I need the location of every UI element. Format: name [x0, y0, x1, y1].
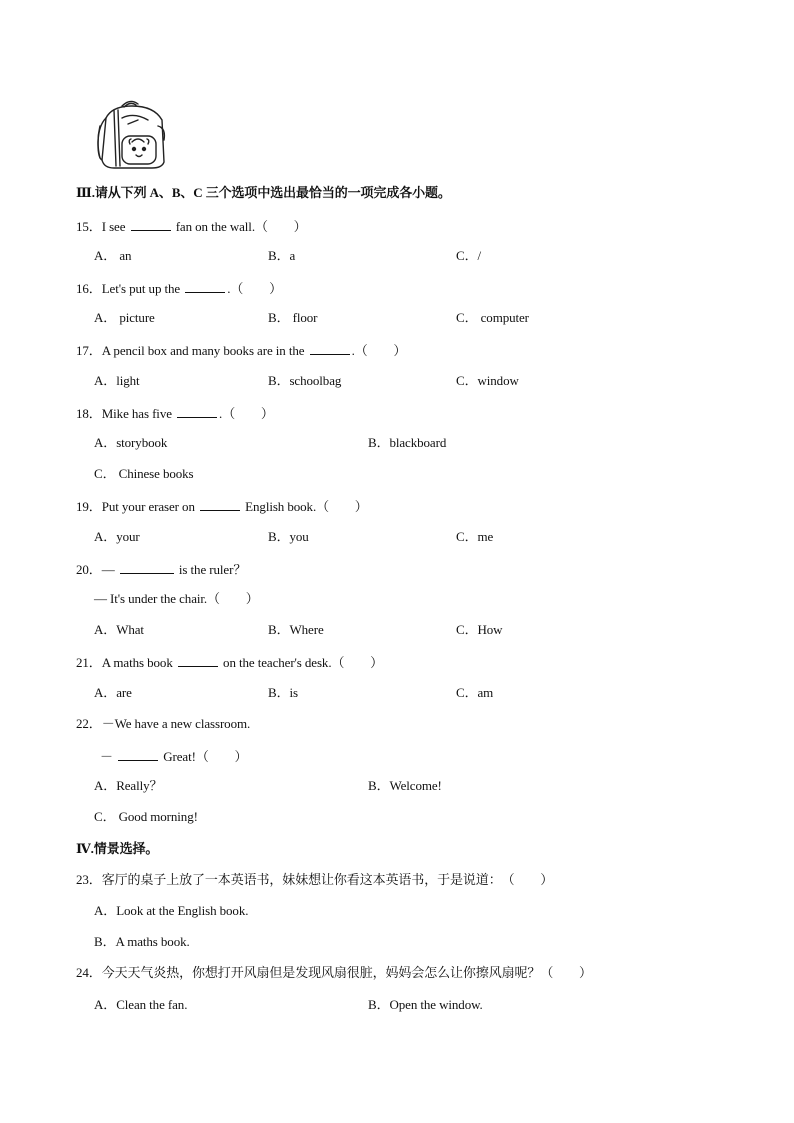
option-c[interactable]: C． Good morning! — [94, 809, 198, 824]
answer-parentheses[interactable]: （ ） — [501, 872, 554, 887]
question-text: is the ruler？ — [178, 562, 247, 577]
answer-blank[interactable] — [178, 652, 218, 667]
question-text: 客厅的桌子上放了一本英语书，妹妹想让你看这本英语书，于是说道： — [101, 872, 502, 887]
question-15 — [76, 216, 307, 236]
question-24 — [76, 964, 592, 982]
question-text: fan on the wall. — [175, 219, 255, 234]
option-a[interactable]: A．are — [94, 685, 132, 700]
question-22-reply — [100, 746, 247, 766]
option-a[interactable]: A．storybook — [94, 435, 168, 450]
question-text: on the teacher's desk. — [223, 655, 332, 670]
answer-parentheses[interactable]: （ ） — [195, 749, 248, 764]
question-20 — [76, 559, 246, 579]
option-b[interactable]: B．a — [268, 248, 296, 263]
option-b[interactable]: B．is — [268, 685, 298, 700]
option-a[interactable]: A． an — [94, 248, 132, 263]
question-text: — It's under the chair. — [94, 591, 208, 606]
question-21 — [76, 652, 383, 672]
option-b[interactable]: B． floor — [268, 310, 318, 325]
question-text: Great! — [163, 749, 196, 764]
question-23 — [76, 871, 553, 889]
section-3-title: Ⅲ.请从下列 A、B、C 三个选项中选出最恰当的一项完成各小题。 — [76, 185, 451, 200]
question-17 — [76, 340, 406, 360]
answer-blank[interactable] — [185, 278, 225, 293]
option-b[interactable]: B．schoolbag — [268, 373, 342, 388]
answer-blank[interactable] — [177, 403, 217, 418]
option-b[interactable]: B．blackboard — [368, 435, 447, 450]
option-a[interactable]: A．Clean the fan. — [94, 997, 188, 1012]
answer-parentheses[interactable]: （ ） — [254, 219, 307, 234]
option-c[interactable]: C． computer — [456, 310, 529, 325]
answer-parentheses[interactable]: （ ） — [316, 499, 368, 514]
dialog-dash: － — [100, 749, 113, 764]
question-16 — [76, 278, 282, 298]
question-22 — [76, 715, 250, 733]
question-20-reply — [94, 590, 259, 608]
question-number: 19． — [76, 499, 102, 514]
question-number: 17． — [76, 343, 102, 358]
question-number: 23． — [76, 872, 102, 887]
option-a[interactable]: A．Look at the English book. — [94, 903, 249, 918]
question-text: English book. — [245, 499, 317, 514]
answer-blank[interactable] — [120, 559, 174, 574]
question-text: . — [351, 343, 355, 358]
question-text: A pencil box and many books are in the — [101, 343, 305, 358]
question-text: －We have a new classroom. — [101, 716, 251, 731]
option-b[interactable]: B．A maths book. — [94, 934, 190, 949]
question-number: 18． — [76, 406, 102, 421]
question-number: 20． — [76, 562, 102, 577]
option-c[interactable]: C．me — [456, 529, 494, 544]
option-c[interactable]: C．How — [456, 622, 503, 637]
option-a[interactable]: A．What — [94, 622, 144, 637]
answer-parentheses[interactable]: （ ） — [331, 655, 384, 670]
option-b[interactable]: B．Where — [268, 622, 324, 637]
answer-blank[interactable] — [131, 216, 171, 231]
question-text: A maths book — [101, 655, 173, 670]
question-18 — [76, 403, 274, 423]
question-number: 15． — [76, 219, 102, 234]
answer-parentheses[interactable]: （ ） — [540, 965, 592, 980]
option-c[interactable]: C．window — [456, 373, 519, 388]
option-b[interactable]: B．you — [268, 529, 309, 544]
answer-parentheses[interactable]: （ ） — [222, 406, 274, 421]
question-number: 24． — [76, 965, 102, 980]
question-text: Put your eraser on — [101, 499, 195, 514]
section-4-title: Ⅳ.情景选择。 — [76, 841, 159, 856]
option-b[interactable]: B．Welcome! — [368, 778, 442, 793]
question-19 — [76, 496, 368, 516]
question-text: . — [227, 281, 231, 296]
option-a[interactable]: A．Really？ — [94, 778, 163, 793]
question-text: Let's put up the — [101, 281, 181, 296]
option-a[interactable]: A．light — [94, 373, 140, 388]
question-number: 16． — [76, 281, 102, 296]
option-c[interactable]: C．/ — [456, 248, 481, 263]
option-a[interactable]: A． picture — [94, 310, 155, 325]
answer-blank[interactable] — [310, 340, 350, 355]
option-b[interactable]: B．Open the window. — [368, 997, 483, 1012]
question-text: 今天天气炎热，你想打开风扇但是发现风扇很脏，妈妈会怎么让你擦风扇呢？ — [101, 965, 541, 980]
dialog-dash: — — [101, 562, 115, 577]
answer-parentheses[interactable]: （ ） — [207, 591, 259, 606]
answer-blank[interactable] — [200, 496, 240, 511]
answer-parentheses[interactable]: （ ） — [230, 281, 282, 296]
question-text: I see — [101, 219, 126, 234]
answer-parentheses[interactable]: （ ） — [354, 343, 407, 358]
question-text: . — [219, 406, 223, 421]
question-number: 21． — [76, 655, 102, 670]
backpack-icon — [92, 96, 172, 172]
question-number: 22． — [76, 716, 102, 731]
question-text: Mike has five — [101, 406, 172, 421]
answer-blank[interactable] — [118, 746, 158, 761]
option-a[interactable]: A．your — [94, 529, 140, 544]
option-c[interactable]: C． Chinese books — [94, 466, 194, 481]
option-c[interactable]: C．am — [456, 685, 494, 700]
